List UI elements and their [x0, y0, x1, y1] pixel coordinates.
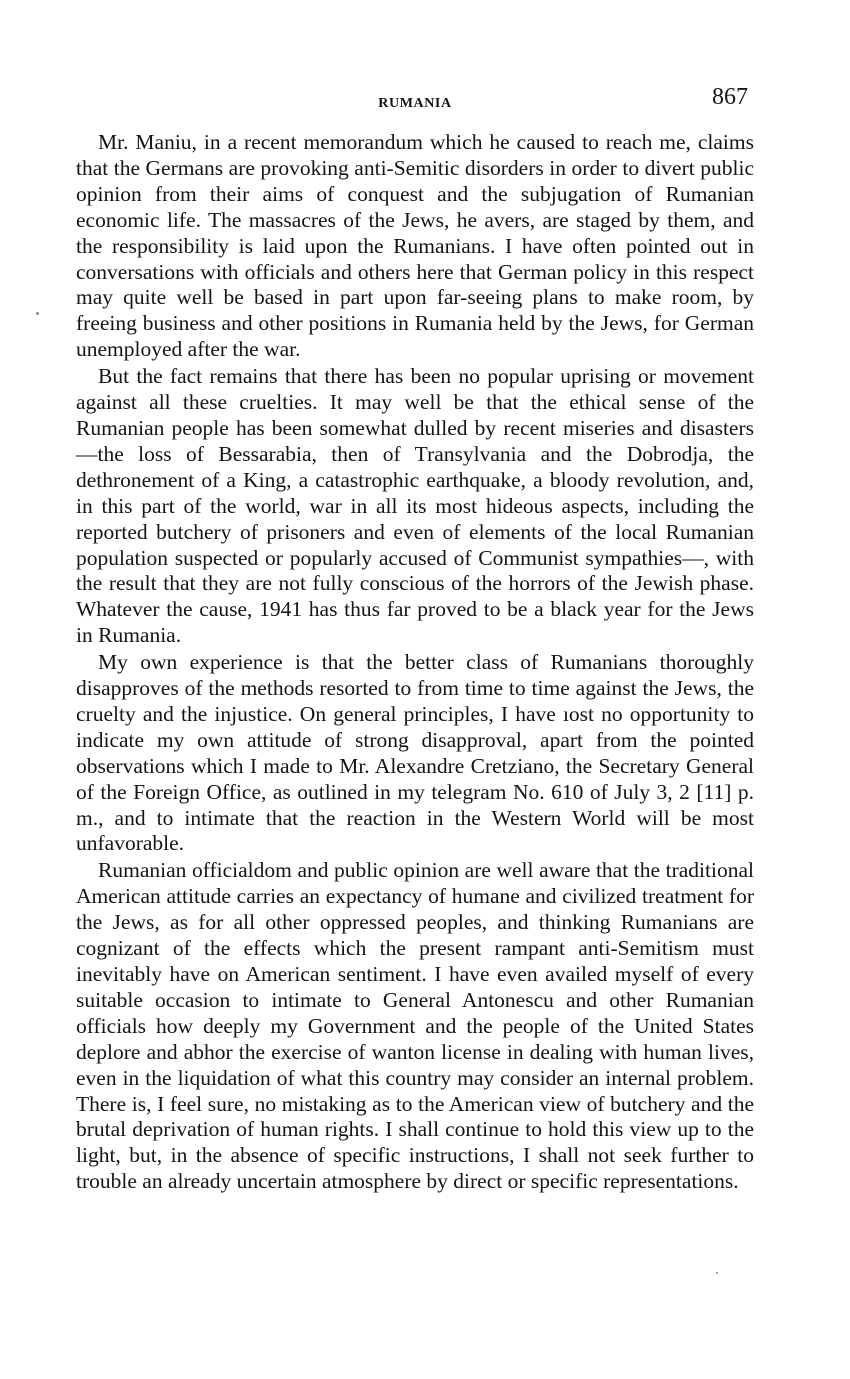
page-header	[76, 84, 754, 120]
paragraph-4: Rumanian officialdom and public opinion are well aware that the traditional American attitude carries an expectancy of humane and civilized treatment for the Jews, as for all other oppressed peoples, and thinking Rumanians are cognizant of the effects which the present rampant anti-Semitism must inevitably have on American sentiment. I have even availed myself of every suitable occasion to intimate to General Antonescu and other Rumanian officials how deeply my Government and the people of the United States deplore and abhor the exercise of wanton license in dealing with human lives, even in the liquidation of what this country may consider an internal problem. There is, I feel sure, no mistaking as to the American view of butchery and the brutal deprivation of human rights. I shall continue to hold this view up to the light, but, in the absence of specific instructions, I shall not seek further to trouble an already uncertain atmosphere by direct or specific representations.	[76, 858, 754, 1194]
paragraph-1: Mr. Maniu, in a recent memorandum which he caused to reach me, claims that the Germans are provoking anti-Semitic disorders in order to divert public opinion from their aims of conquest and the subjugation of Rumanian economic life. The massacres of the Jews, he avers, are staged by them, and the responsibility is laid upon the Rumanians. I have often pointed out in conversations with officials and others here that German policy in this respect may quite well be based in part upon far-seeing plans to make room, by freeing business and other positions in Rumania held by the Jews, for German unemployed after the war.	[76, 130, 754, 362]
body-text	[76, 130, 754, 1195]
running-title: RUMANIA	[378, 96, 452, 111]
scan-speck	[36, 312, 39, 315]
paragraph-2: But the fact remains that there has been no popular uprising or movement against all these cruelties. It may well be that the ethical sense of the Rumanian people has been somewhat dulled by recent miseries and disasters—the loss of Bessarabia, then of Transylvania and the Dobrodja, the dethronement of a King, a catastrophic earthquake, a bloody revolution, and, in this part of the world, war in all its most hideous aspects, including the reported butchery of prisoners and even of elements of the local Rumanian population suspected or popularly accused of Communist sympathies—, with the result that they are not fully conscious of the horrors of the Jewish phase. Whatever the cause, 1941 has thus far proved to be a black year for the Jews in Rumania.	[76, 364, 754, 648]
page-number: 867	[712, 84, 748, 110]
paragraph-3: My own experience is that the better class of Rumanians thoroughly disapproves of the methods resorted to from time to time against the Jews, the cruelty and the injustice. On general principles, I have ıost no opportunity to indicate my own attitude of strong disapproval, apart from the pointed observations which I made to Mr. Alexandre Cretziano, the Secretary General of the Foreign Office, as outlined in my telegram No. 610 of July 3, 2 [11] p. m., and to intimate that the reaction in the Western World will be most unfavorable.	[76, 650, 754, 856]
scan-speck	[716, 1272, 718, 1274]
document-page	[76, 84, 754, 1195]
